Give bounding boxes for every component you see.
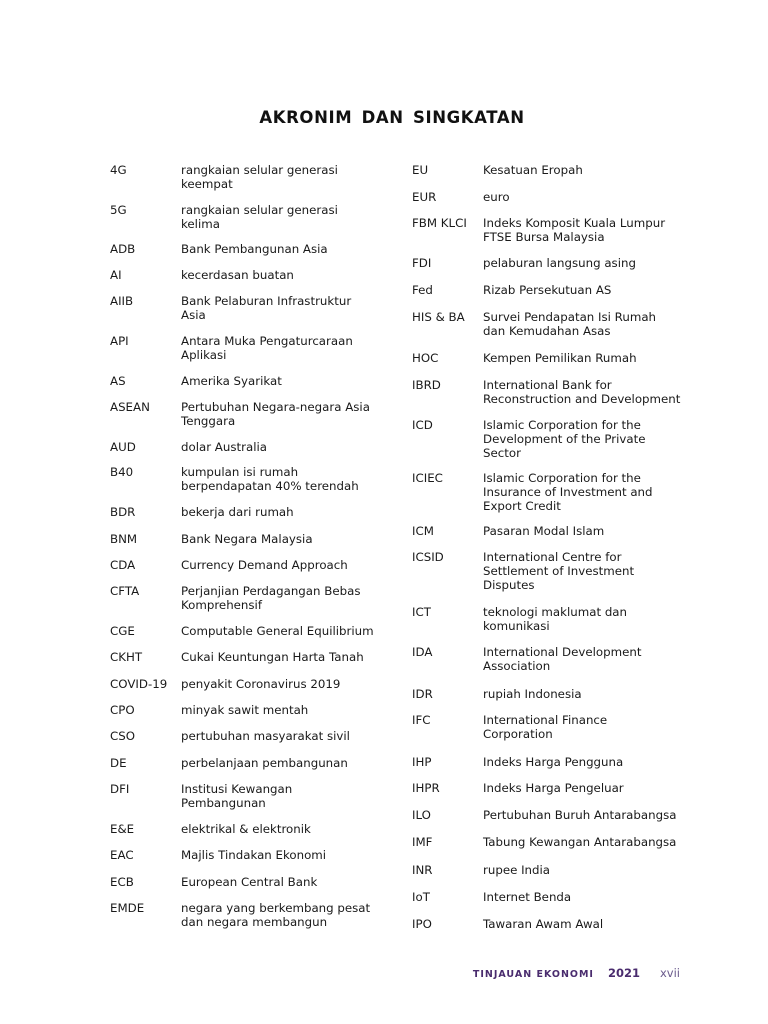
definition-line: teknologi maklumat dan: [483, 605, 628, 619]
definition-line: dan Kemudahan Asas: [483, 324, 611, 338]
definition-line: Kempen Pemilikan Rumah: [483, 351, 637, 365]
acronym-term: FBM KLCI: [412, 216, 467, 230]
definition-line: berpendapatan 40% terendah: [181, 479, 359, 493]
definition-line: komunikasi: [483, 619, 550, 633]
acronym-definition: [483, 310, 656, 338]
definition-line: Currency Demand Approach: [181, 558, 348, 572]
acronym-term: CKHT: [110, 650, 143, 664]
acronym-definition: [483, 471, 653, 513]
acronym-definition: [483, 378, 680, 406]
acronym-term: BNM: [110, 532, 138, 546]
definition-line: Bank Pembangunan Asia: [181, 242, 328, 256]
definition-line: pertubuhan masyarakat sivil: [181, 729, 350, 743]
acronym-term: CGE: [110, 624, 135, 638]
acronym-term: AI: [110, 268, 122, 282]
acronym-definition: [181, 294, 351, 322]
definition-line: Pembangunan: [181, 796, 266, 810]
acronym-term: HOC: [412, 351, 439, 365]
definition-line: Tenggara: [181, 414, 236, 428]
definition-line: bekerja dari rumah: [181, 505, 294, 519]
definition-line: Export Credit: [483, 499, 561, 513]
definition-line: International Bank for: [483, 378, 612, 392]
acronym-term: EUR: [412, 190, 437, 204]
acronym-definition: [181, 756, 348, 770]
definition-line: Kesatuan Eropah: [483, 163, 583, 177]
acronym-definition: [483, 190, 510, 204]
acronym-definition: [181, 729, 350, 743]
definition-line: Amerika Syarikat: [181, 374, 282, 388]
acronym-term: API: [110, 334, 129, 348]
definition-line: minyak sawit mentah: [181, 703, 309, 717]
acronym-definition: [483, 418, 646, 460]
acronym-term: IDA: [412, 645, 433, 659]
page-footer: [473, 966, 680, 980]
acronym-term: DE: [110, 756, 127, 770]
acronym-term: 5G: [110, 203, 127, 217]
acronym-term: ASEAN: [110, 400, 150, 414]
acronym-term: EMDE: [110, 901, 145, 915]
acronym-term: ECB: [110, 875, 134, 889]
definition-line: European Central Bank: [181, 875, 318, 889]
definition-line: Indeks Harga Pengeluar: [483, 781, 624, 795]
acronym-term: EAC: [110, 848, 134, 862]
definition-line: Bank Pelaburan Infrastruktur: [181, 294, 352, 308]
definition-line: dolar Australia: [181, 440, 267, 454]
definition-line: Asia: [181, 308, 206, 322]
definition-line: Islamic Corporation for the: [483, 418, 641, 432]
definition-line: Internet Benda: [483, 890, 572, 904]
acronym-term: AS: [110, 374, 126, 388]
acronym-term: AIIB: [110, 294, 134, 308]
acronym-definition: [181, 268, 294, 282]
acronym-definition: [181, 505, 294, 519]
definition-line: Cukai Keuntungan Harta Tanah: [181, 650, 364, 664]
definition-line: International Centre for: [483, 550, 622, 564]
definition-line: Perjanjian Perdagangan Bebas: [181, 584, 361, 598]
acronym-term: AUD: [110, 440, 136, 454]
definition-line: Settlement of Investment: [483, 564, 635, 578]
acronym-term: ICSID: [412, 550, 444, 564]
definition-line: Indeks Harga Pengguna: [483, 755, 624, 769]
definition-line: Corporation: [483, 727, 553, 741]
definition-line: rupiah Indonesia: [483, 687, 582, 701]
acronym-definition: [181, 203, 338, 231]
acronym-definition: [181, 242, 328, 256]
definition-line: Insurance of Investment and: [483, 485, 653, 499]
definition-line: Reconstruction and Development: [483, 392, 681, 406]
definition-line: Tabung Kewangan Antarabangsa: [483, 835, 677, 849]
acronym-definition: [483, 550, 634, 592]
definition-line: Pertubuhan Buruh Antarabangsa: [483, 808, 677, 822]
acronym-term: ICD: [412, 418, 433, 432]
acronym-definition: [181, 822, 311, 836]
definition-line: euro: [483, 190, 510, 204]
acronym-definition: [483, 917, 603, 931]
acronym-definition: [181, 440, 267, 454]
acronym-definition: [483, 808, 676, 822]
definition-line: rangkaian selular generasi: [181, 203, 338, 217]
acronym-term: IMF: [412, 835, 433, 849]
acronym-definition: [483, 863, 550, 877]
definition-line: Majlis Tindakan Ekonomi: [181, 848, 327, 862]
acronym-term: DFI: [110, 782, 130, 796]
definition-line: kecerdasan buatan: [181, 268, 294, 282]
definition-line: Rizab Persekutuan AS: [483, 283, 612, 297]
acronym-definition: [483, 890, 571, 904]
acronym-term: ICM: [412, 524, 434, 538]
acronym-term: FDI: [412, 256, 432, 270]
acronym-definition: [181, 465, 359, 493]
definition-line: International Development: [483, 645, 642, 659]
definition-line: Indeks Komposit Kuala Lumpur: [483, 216, 666, 230]
definition-line: Bank Negara Malaysia: [181, 532, 313, 546]
acronym-definition: [181, 163, 338, 191]
acronym-definition: [483, 524, 604, 538]
acronym-definition: [181, 400, 370, 428]
acronym-term: IBRD: [412, 378, 441, 392]
definition-line: Aplikasi: [181, 348, 227, 362]
definition-line: Sector: [483, 446, 521, 460]
definition-line: Pertubuhan Negara-negara Asia: [181, 400, 370, 414]
acronym-term: IFC: [412, 713, 431, 727]
definition-line: kelima: [181, 217, 220, 231]
definition-line: elektrikal & elektronik: [181, 822, 311, 836]
acronym-definition: [181, 782, 292, 810]
definition-line: Antara Muka Pengaturcaraan: [181, 334, 353, 348]
definition-line: Disputes: [483, 578, 535, 592]
acronym-term: ILO: [412, 808, 431, 822]
acronym-term: IPO: [412, 917, 432, 931]
acronym-definition: [483, 283, 611, 297]
definition-line: Institusi Kewangan: [181, 782, 293, 796]
acronym-definition: [181, 703, 308, 717]
acronym-term: ICIEC: [412, 471, 443, 485]
acronym-term: ICT: [412, 605, 431, 619]
acronym-term: ADB: [110, 242, 136, 256]
acronym-term: IDR: [412, 687, 433, 701]
definition-line: dan negara membangun: [181, 915, 328, 929]
definition-line: Pasaran Modal Islam: [483, 524, 605, 538]
acronym-definition: [181, 624, 374, 638]
acronym-definition: [483, 605, 627, 633]
acronym-definition: [483, 645, 641, 673]
acronym-definition: [181, 334, 353, 362]
footer-year: 2021: [607, 966, 640, 980]
definition-line: perbelanjaan pembangunan: [181, 756, 348, 770]
definition-line: Survei Pendapatan Isi Rumah: [483, 310, 657, 324]
acronym-definition: [181, 558, 348, 572]
acronym-term: BDR: [110, 505, 136, 519]
page-number: xvii: [659, 966, 680, 980]
acronym-term: COVID-19: [110, 677, 168, 691]
acronym-definition: [483, 755, 623, 769]
definition-line: Computable General Equilibrium: [181, 624, 374, 638]
acronym-definition: [181, 584, 360, 612]
acronym-term: CPO: [110, 703, 135, 717]
definition-line: rupee India: [483, 863, 551, 877]
definition-line: keempat: [181, 177, 233, 191]
definition-line: Komprehensif: [181, 598, 262, 612]
acronym-term: Fed: [412, 283, 433, 297]
acronym-definition: [483, 163, 583, 177]
acronym-definition: [483, 256, 636, 270]
definition-line: penyakit Coronavirus 2019: [181, 677, 341, 691]
acronym-definition: [483, 216, 665, 244]
acronym-term: E&E: [110, 822, 135, 836]
acronym-term: B40: [110, 465, 134, 479]
definition-line: FTSE Bursa Malaysia: [483, 230, 605, 244]
definition-line: negara yang berkembang pesat: [181, 901, 371, 915]
acronym-definition: [181, 901, 370, 929]
page-title: AKRONIM DAN SINGKATAN: [259, 108, 525, 127]
acronym-term: CDA: [110, 558, 136, 572]
definition-line: rangkaian selular generasi: [181, 163, 338, 177]
acronym-definition: [483, 781, 624, 795]
footer-publication: TINJAUAN EKONOMI: [472, 969, 594, 980]
acronym-term: CFTA: [110, 584, 140, 598]
acronym-definition: [181, 374, 282, 388]
acronym-term: HIS & BA: [412, 310, 465, 324]
acronym-term: IHPR: [412, 781, 440, 795]
acronym-definition: [181, 650, 364, 664]
definition-line: Development of the Private: [483, 432, 646, 446]
acronym-term: IoT: [412, 890, 430, 904]
definition-line: kumpulan isi rumah: [181, 465, 299, 479]
acronym-definition: [483, 835, 676, 849]
acronym-definition: [181, 875, 317, 889]
definition-line: International Finance: [483, 713, 608, 727]
acronym-definition: [181, 677, 340, 691]
definition-line: Association: [483, 659, 551, 673]
acronym-term: IHP: [412, 755, 432, 769]
acronym-term: CSO: [110, 729, 136, 743]
acronym-definition: [181, 532, 313, 546]
acronym-definition: [483, 687, 582, 701]
acronym-term: 4G: [110, 163, 127, 177]
definition-line: pelaburan langsung asing: [483, 256, 636, 270]
acronym-definition: [483, 351, 637, 365]
acronym-term: INR: [412, 863, 433, 877]
acronym-term: EU: [412, 163, 429, 177]
definition-line: Islamic Corporation for the: [483, 471, 641, 485]
acronym-definition: [181, 848, 326, 862]
acronym-definition: [483, 713, 607, 741]
definition-line: Tawaran Awam Awal: [483, 917, 604, 931]
